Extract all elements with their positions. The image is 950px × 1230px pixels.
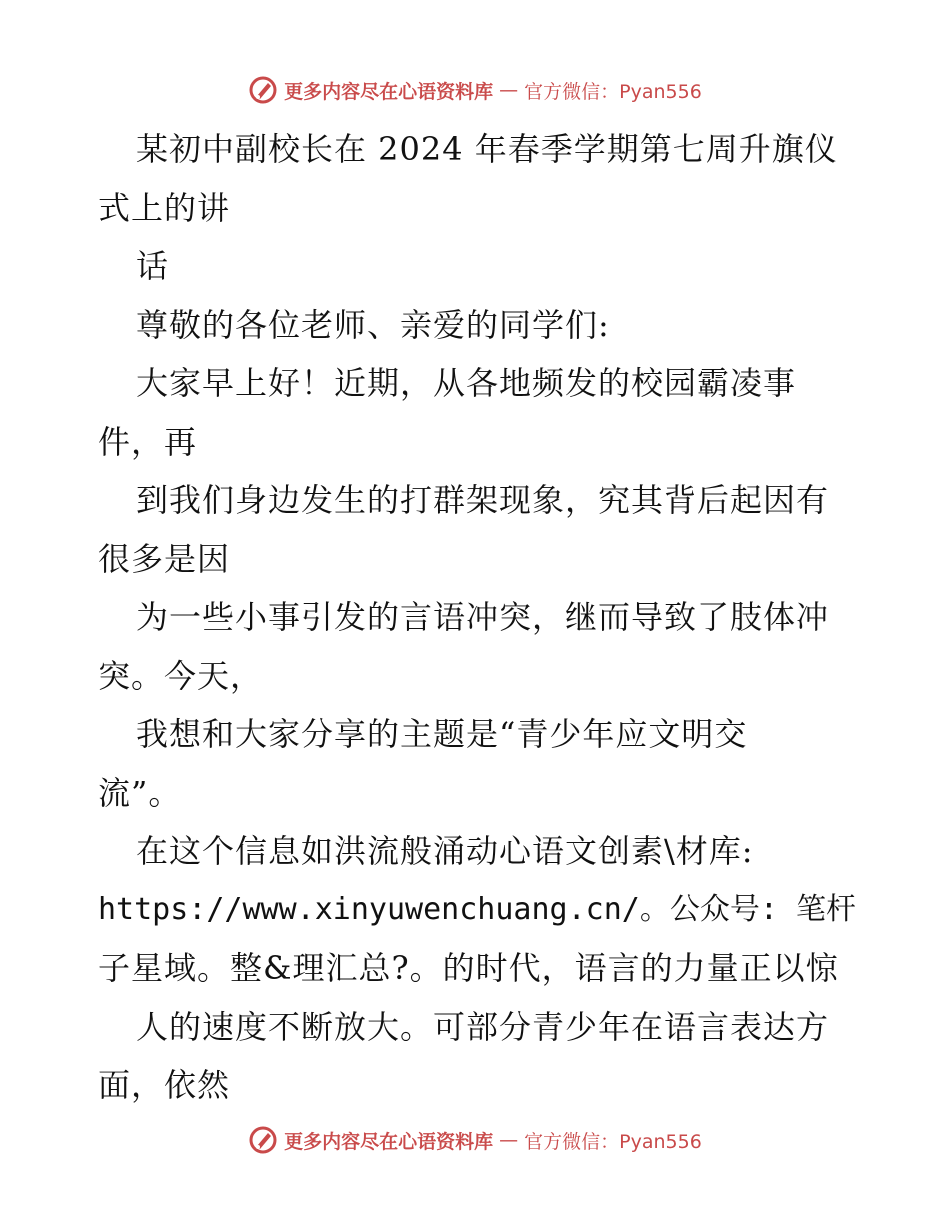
paragraph-line: 人的速度不断放大。可部分青少年在语言表达方 [136,1007,830,1046]
title-line-1: 某初中副校长在 2024 年春季学期第七周升旗仪 [136,130,838,168]
footer-banner [0,1120,950,1160]
header-banner [0,70,950,110]
paragraph-line: 在这个信息如洪流般涌动心语文创素\材库: [136,832,754,870]
pen-seal-icon [248,1125,278,1155]
paragraph-line: 我想和大家分享的主题是“青少年应文明交 [136,715,748,753]
banner-wechat: 官方微信：Pyan556 [524,1130,702,1153]
url-line: https://www.xinyuwenchuang.cn/。公众号: 笔杆 [98,891,856,927]
paragraph-line: 件，再 [98,422,198,461]
banner-text: 更多内容尽在心语资料库 [284,80,494,103]
title-line-2: 式上的讲 [98,188,231,227]
paragraph-line: 为一些小事引发的言语冲突，继而导致了肢体冲 [136,598,830,636]
title-line-3: 话 [136,247,170,285]
banner-dash: — [499,1129,519,1151]
banner-dash: — [499,79,519,101]
paragraph-line: 大家早上好！近期，从各地频发的校园霸凌事 [136,364,797,402]
salutation: 尊敬的各位老师、亲爱的同学们: [136,305,610,344]
paragraph-line: 流”。 [98,773,182,812]
document-body [98,120,858,1115]
paragraph-line: 突。今天， [98,656,264,695]
banner-wechat: 官方微信：Pyan556 [524,80,702,103]
paragraph-line: 面，依然 [98,1066,231,1104]
paragraph-line: 到我们身边发生的打群架现象，究其背后起因有 [136,481,830,519]
banner-text: 更多内容尽在心语资料库 [284,1130,494,1153]
paragraph-line: 很多是因 [98,539,231,578]
paragraph-line: 子星域。整&理汇总?。的时代，语言的力量正以惊 [98,949,839,987]
pen-seal-icon [248,75,278,105]
